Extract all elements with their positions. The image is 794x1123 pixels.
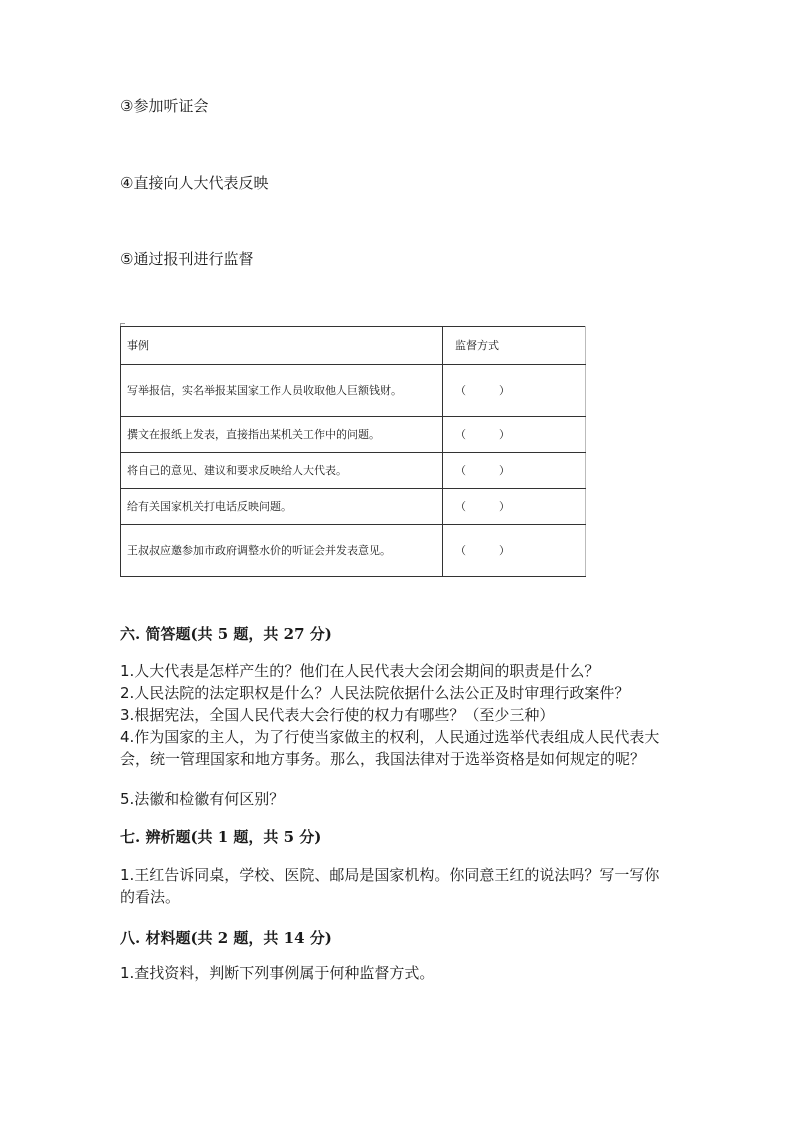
section-7-title: 七. 辨析题(共 1 题，共 5 分) — [120, 828, 322, 846]
option-4: ④直接向人大代表反映 — [120, 174, 269, 192]
section-6-q4: 4.作为国家的主人，为了行使当家做主的权利，人民通过选举代表组成人民代表大会，统一管理国家和地方事务。那么，我国法律对于选举资格是如何规定的呢？ — [120, 728, 660, 768]
section-6-title: 六. 简答题(共 5 题，共 27 分) — [120, 625, 332, 643]
row-event: 撰文在报纸上发表，直接指出某机关工作中的问题。 — [121, 417, 443, 453]
section-7-q1: 1.王红告诉同桌，学校、医院、邮局是国家机构。你同意王红的说法吗？写一写你的看法。 — [120, 866, 660, 906]
table-row — [121, 489, 586, 525]
supervision-table — [120, 326, 586, 577]
section-8-title: 八. 材料题(共 2 题，共 14 分) — [120, 929, 332, 947]
option-5: ⑤通过报刊进行监督 — [120, 250, 254, 268]
row-event: 写举报信，实名举报某国家工作人员收取他人巨额钱财。 — [121, 365, 443, 417]
row-answer-blank[interactable]: （ ） — [443, 525, 586, 577]
header-method: 监督方式 — [443, 327, 586, 365]
section-6-q5: 5.法徽和检徽有何区别？ — [120, 790, 285, 808]
row-answer-blank[interactable]: （ ） — [443, 453, 586, 489]
section-8-q1: 1.查找资料，判断下列事例属于何种监督方式。 — [120, 964, 435, 982]
row-event: 将自己的意见、建议和要求反映给人大代表。 — [121, 453, 443, 489]
table-row — [121, 525, 586, 577]
section-6-q1: 1.人大代表是怎样产生的？他们在人民代表大会闭会期间的职责是什么？ — [120, 662, 600, 680]
section-6-q3: 3.根据宪法，全国人民代表大会行使的权力有哪些？（至少三种） — [120, 706, 555, 724]
table-row — [121, 365, 586, 417]
table-row — [121, 453, 586, 489]
header-event: 事例 — [121, 327, 443, 365]
row-answer-blank[interactable]: （ ） — [443, 365, 586, 417]
table-row — [121, 417, 586, 453]
row-answer-blank[interactable]: （ ） — [443, 489, 586, 525]
row-event: 给有关国家机关打电话反映问题。 — [121, 489, 443, 525]
row-event: 王叔叔应邀参加市政府调整水价的听证会并发表意见。 — [121, 525, 443, 577]
option-3: ③参加听证会 — [120, 97, 209, 115]
section-6-q2: 2.人民法院的法定职权是什么？人民法院依据什么法公正及时审理行政案件？ — [120, 684, 630, 702]
table-header-row — [121, 327, 586, 365]
row-answer-blank[interactable]: （ ） — [443, 417, 586, 453]
